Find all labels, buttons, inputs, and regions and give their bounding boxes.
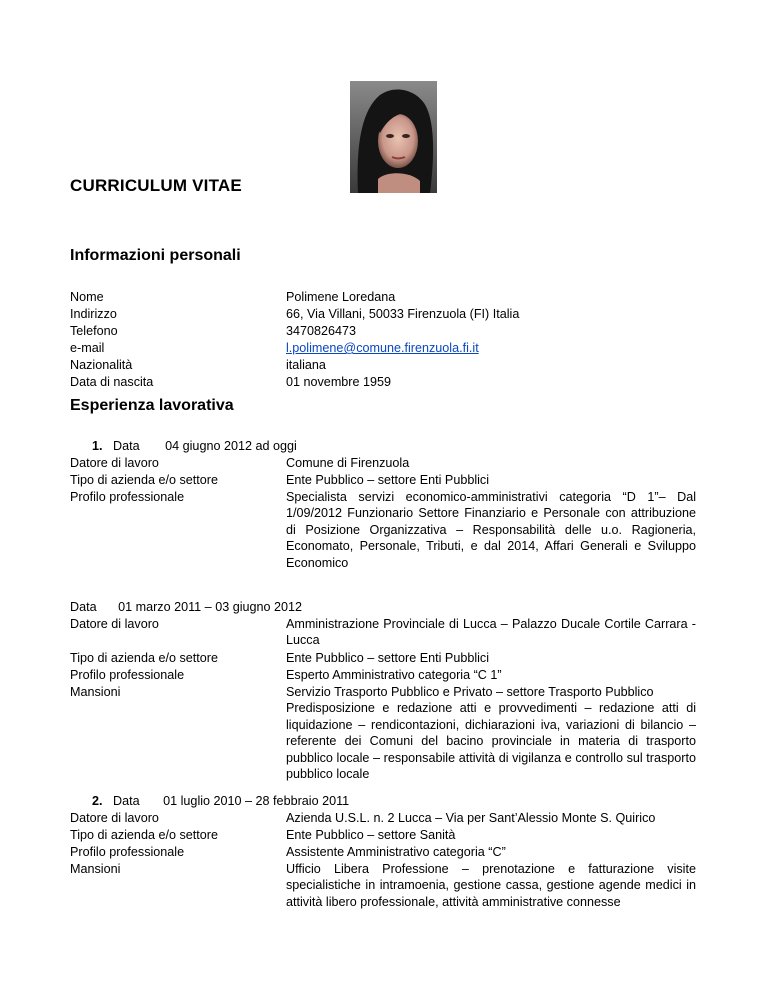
job-date-label: Data xyxy=(113,794,140,808)
field-value: Esperto Amministrativo categoria “C 1” xyxy=(286,668,502,682)
field-value: Comune di Firenzuola xyxy=(286,456,410,470)
field-label: Profilo professionale xyxy=(70,490,185,504)
field-value-line1: Servizio Trasporto Pubblico e Privato – settore Trasporto Pubblico xyxy=(286,685,654,699)
job-date-label: Data xyxy=(70,600,97,614)
email-link[interactable]: l.polimene@comune.firenzuola.fi.it xyxy=(286,341,479,355)
field-label: Tipo di azienda e/o settore xyxy=(70,473,218,487)
field-value: Azienda U.S.L. n. 2 Lucca – Via per Sant’Alessio Monte S. Quirico xyxy=(286,811,656,825)
job-number: 2. xyxy=(92,794,103,808)
field-label: Mansioni xyxy=(70,862,121,876)
job1-date-line xyxy=(92,438,297,454)
field-label: Indirizzo xyxy=(70,307,117,321)
field-value: Ente Pubblico – settore Enti Pubblici xyxy=(286,651,490,665)
portrait-image xyxy=(350,81,437,193)
field-label: Telefono xyxy=(70,324,118,338)
field-label: e-mail xyxy=(70,341,105,355)
field-label: Datore di lavoro xyxy=(70,811,159,825)
section-heading-personal: Informazioni personali xyxy=(70,247,241,264)
field-value: Ente Pubblico – settore Sanità xyxy=(286,828,456,842)
field-value: Ufficio Libera Professione – prenotazione e fatturazione visite specialistiche in intramoenia, gestione cassa, gestione agende medici in attività libero professionale, attività amministrative connesse xyxy=(286,862,696,909)
field-value: Amministrazione Provinciale di Lucca – Palazzo Ducale Cortile Carrara - Lucca xyxy=(286,617,696,648)
profile-photo xyxy=(350,81,437,193)
document-title: CURRICULUM VITAE xyxy=(70,176,242,195)
field-value: italiana xyxy=(286,358,326,372)
field-label: Data di nascita xyxy=(70,375,154,389)
field-value: 66, Via Villani, 50033 Firenzuola (FI) Italia xyxy=(286,307,520,321)
job-date: 04 giugno 2012 ad oggi xyxy=(165,439,297,453)
field-label: Nazionalità xyxy=(70,358,133,372)
field-value: 3470826473 xyxy=(286,324,357,338)
field-label: Profilo professionale xyxy=(70,668,185,682)
field-label: Mansioni xyxy=(70,685,121,699)
field-value: Ente Pubblico – settore Enti Pubblici xyxy=(286,473,490,487)
job-number: 1. xyxy=(92,439,103,453)
field-value: Specialista servizi economico-amministrativi categoria “D 1”– Dal 1/09/2012 Funzionario Settore Finanziario e Personale con attribuzione di Posizione Organizzativa – Responsabilità delle u.o. Ragioneria, Economato, Personale, Tributi, e dal 2014, Affari Generali e Sviluppo Economico xyxy=(286,490,696,570)
job-b-date-line xyxy=(70,599,302,615)
field-value: 01 novembre 1959 xyxy=(286,375,392,389)
field-label: Profilo professionale xyxy=(70,845,185,859)
job-date: 01 luglio 2010 – 28 febbraio 2011 xyxy=(163,794,350,808)
job2-date-line xyxy=(92,793,349,809)
field-value: Polimene Loredana xyxy=(286,290,396,304)
field-label: Datore di lavoro xyxy=(70,456,159,470)
field-value: Assistente Amministrativo categoria “C” xyxy=(286,845,506,859)
field-value: Predisposizione e redazione atti e provvedimenti – redazione atti di liquidazione – rendicontazioni, dichiarazioni iva, variazioni di bilancio – referente dei Comuni del bacino provinciale in materia di trasporto pubblico locale – responsabile attività di vigilanza e controllo sul trasporto pubblico locale xyxy=(286,701,696,782)
job-date-label: Data xyxy=(113,439,140,453)
section-heading-experience: Esperienza lavorativa xyxy=(70,397,234,414)
field-label: Nome xyxy=(70,290,104,304)
field-label: Tipo di azienda e/o settore xyxy=(70,828,218,842)
field-label: Datore di lavoro xyxy=(70,617,159,631)
job-date: 01 marzo 2011 – 03 giugno 2012 xyxy=(118,600,303,614)
field-label: Tipo di azienda e/o settore xyxy=(70,651,218,665)
